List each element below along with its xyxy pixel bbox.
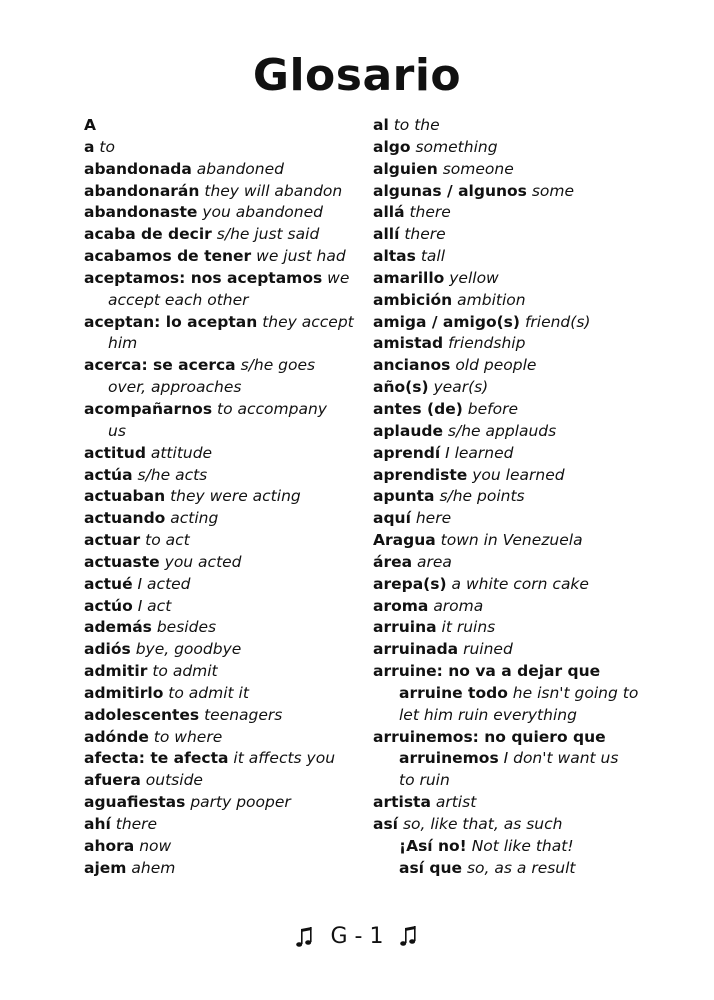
glossary-definition: yellow: [449, 268, 499, 287]
glossary-entry: [84, 377, 364, 399]
glossary-term: a: [84, 137, 95, 156]
glossary-entry: [373, 355, 673, 377]
glossary-entry: [373, 224, 673, 246]
glossary-entry: [373, 792, 673, 814]
glossary-entry: [84, 727, 364, 749]
glossary-term: allá: [373, 203, 405, 222]
glossary-definition: town in Venezuela: [440, 531, 583, 550]
glossary-column-left: [84, 115, 364, 880]
glossary-entry: [84, 355, 364, 377]
glossary-definition: we: [327, 268, 350, 287]
glossary-term: aplaude: [373, 421, 443, 440]
glossary-entry: [84, 268, 364, 290]
page-number: G - 1: [330, 924, 384, 949]
glossary-term: acompañarnos: [84, 399, 213, 418]
glossary-entry: [373, 596, 673, 618]
glossary-term: admitir: [84, 662, 148, 681]
glossary-entry: [84, 574, 364, 596]
glossary-term: actúa: [84, 465, 133, 484]
glossary-term: adónde: [84, 727, 149, 746]
glossary-term: artista: [373, 793, 431, 812]
glossary-definition: I don't want us: [503, 749, 619, 768]
glossary-entry: [84, 443, 364, 465]
glossary-definition: they will abandon: [204, 181, 343, 200]
glossary-term: área: [373, 552, 413, 571]
glossary-term: así: [373, 815, 398, 833]
glossary-entry: [373, 617, 673, 639]
glossary-definition: to the: [393, 116, 440, 134]
glossary-definition: you learned: [472, 465, 565, 484]
glossary-entry: [373, 858, 673, 880]
glossary-entry: [373, 465, 673, 487]
glossary-term: amistad: [373, 334, 444, 353]
glossary-definition: accept each other: [108, 290, 249, 309]
glossary-term: ¡Así no!: [399, 836, 467, 855]
glossary-entry: [84, 508, 364, 530]
glossary-definition: besides: [156, 618, 217, 637]
glossary-column-right: [373, 115, 673, 880]
glossary-definition: they accept: [262, 312, 354, 331]
glossary-entry: [373, 727, 673, 749]
glossary-definition: here: [415, 509, 452, 528]
glossary-term: actuar: [84, 531, 141, 550]
glossary-entry: [84, 202, 364, 224]
glossary-definition: s/he just said: [216, 225, 320, 244]
page-footer: [0, 922, 714, 952]
glossary-term: amiga / amigo(s): [373, 312, 520, 331]
glossary-entry: [84, 137, 364, 159]
glossary-entry: [84, 748, 364, 770]
glossary-term: año(s): [373, 378, 429, 397]
glossary-entry: [373, 159, 673, 181]
glossary-entry: [373, 836, 673, 858]
glossary-definition: let him ruin everything: [399, 705, 577, 724]
glossary-definition: artist: [435, 793, 477, 812]
glossary-term: actuaste: [84, 552, 160, 571]
glossary-definition: ambition: [457, 290, 526, 309]
glossary-entry: [84, 486, 364, 508]
glossary-definition: there: [409, 203, 451, 222]
glossary-definition: to act: [145, 531, 190, 550]
glossary-definition: something: [415, 137, 498, 156]
glossary-entry: [373, 115, 673, 137]
glossary-definition: to admit: [152, 662, 218, 681]
glossary-term: afuera: [84, 771, 141, 790]
glossary-term: allí: [373, 225, 400, 244]
glossary-entry: [373, 333, 673, 355]
glossary-entry: [84, 705, 364, 727]
glossary-term: afecta: te afecta: [84, 749, 229, 768]
glossary-term: actuaban: [84, 487, 166, 506]
glossary-definition: I learned: [445, 443, 514, 462]
glossary-definition: I act: [137, 596, 172, 615]
glossary-definition: it ruins: [441, 618, 496, 637]
glossary-entry: [84, 530, 364, 552]
glossary-term: arruinemos: [399, 749, 499, 768]
glossary-entry: [373, 770, 673, 792]
glossary-term: actúo: [84, 596, 133, 615]
glossary-definition: he isn't going to: [512, 683, 639, 702]
glossary-term: aceptan: lo aceptan: [84, 312, 258, 331]
glossary-definition: some: [531, 181, 575, 200]
glossary-term: arruinada: [373, 640, 459, 659]
glossary-definition: friend(s): [524, 312, 591, 331]
glossary-definition: over, approaches: [108, 378, 242, 397]
glossary-entry: [84, 465, 364, 487]
glossary-term: ancianos: [373, 356, 451, 375]
glossary-term: aprendiste: [373, 465, 468, 484]
music-note-icon: [296, 925, 314, 949]
glossary-definition: you acted: [164, 552, 242, 571]
glossary-definition: tall: [420, 247, 446, 266]
glossary-definition: outside: [145, 771, 203, 790]
glossary-term: apunta: [373, 487, 435, 506]
glossary-definition: old people: [455, 356, 537, 375]
glossary-entry: [373, 814, 673, 836]
glossary-definition: before: [467, 399, 518, 418]
glossary-term: arruine todo: [399, 683, 508, 702]
glossary-definition: they were acting: [170, 487, 301, 506]
glossary-term: abandonaste: [84, 203, 198, 222]
glossary-entry: [84, 421, 364, 443]
glossary-definition: bye, goodbye: [135, 640, 242, 659]
glossary-definition: to admit it: [168, 683, 249, 702]
glossary-definition: s/he applauds: [447, 421, 557, 440]
glossary-entry: [373, 530, 673, 552]
glossary-entry: [373, 137, 673, 159]
glossary-definition: to accompany: [217, 399, 327, 418]
glossary-definition: ahem: [131, 858, 176, 877]
glossary-entry: [373, 508, 673, 530]
glossary-entry: [84, 312, 364, 334]
glossary-definition: there: [115, 815, 158, 833]
glossary-entry: [84, 596, 364, 618]
glossary-entry: [373, 486, 673, 508]
glossary-term: acaba de decir: [84, 225, 212, 244]
glossary-term: aquí: [373, 509, 411, 528]
glossary-term: admitirlo: [84, 683, 164, 702]
glossary-entry: [84, 290, 364, 312]
glossary-term: ajem: [84, 858, 127, 877]
glossary-term: al: [373, 116, 389, 134]
glossary-definition: aroma: [433, 596, 484, 615]
glossary-entry: [373, 181, 673, 203]
glossary-definition: attitude: [150, 443, 213, 462]
glossary-term: arruinemos: no quiero que: [373, 727, 606, 746]
glossary-entry: [373, 574, 673, 596]
glossary-definition: friendship: [448, 334, 526, 353]
glossary-definition: us: [108, 421, 126, 440]
glossary-definition: area: [417, 552, 452, 571]
glossary-definition: now: [139, 836, 172, 855]
glossary-entry: [84, 552, 364, 574]
glossary-term: algunas / algunos: [373, 181, 527, 200]
glossary-entry: [373, 639, 673, 661]
glossary-term: aroma: [373, 596, 429, 615]
glossary-term: además: [84, 618, 152, 637]
glossary-definition: teenagers: [204, 705, 283, 724]
glossary-entry: [84, 661, 364, 683]
glossary-entry: [84, 639, 364, 661]
glossary-definition: s/he goes: [240, 356, 316, 375]
glossary-definition: to where: [153, 727, 223, 746]
glossary-entry: [84, 814, 364, 836]
glossary-term: amarillo: [373, 268, 445, 287]
glossary-entry: [373, 748, 673, 770]
glossary-term: alguien: [373, 159, 438, 178]
glossary-entry: [373, 312, 673, 334]
glossary-entry: [84, 181, 364, 203]
glossary-entry: [84, 858, 364, 880]
glossary-definition: so, like that, as such: [402, 815, 563, 833]
glossary-definition: s/he acts: [137, 465, 208, 484]
glossary-term: ahí: [84, 815, 111, 833]
glossary-definition: a white corn cake: [451, 574, 589, 593]
glossary-term: aprendí: [373, 443, 441, 462]
glossary-definition: to ruin: [399, 771, 450, 790]
glossary-entry: [84, 770, 364, 792]
glossary-term: adolescentes: [84, 705, 200, 724]
glossary-definition: there: [404, 225, 446, 244]
glossary-term: ambición: [373, 290, 453, 309]
glossary-term: altas: [373, 247, 416, 266]
glossary-entry: [84, 224, 364, 246]
music-note-icon: [400, 925, 418, 949]
glossary-term: arepa(s): [373, 574, 447, 593]
glossary-term: A: [84, 116, 96, 134]
glossary-entry: [373, 683, 673, 705]
glossary-definition: s/he points: [439, 487, 525, 506]
glossary-entry: [84, 246, 364, 268]
glossary-term: arruina: [373, 618, 437, 637]
glossary-term: Aragua: [373, 531, 436, 550]
glossary-entry: [373, 661, 673, 683]
glossary-definition: so, as a result: [466, 858, 576, 877]
glossary-entry: [84, 399, 364, 421]
glossary-term: abandonarán: [84, 181, 200, 200]
glossary-entry: [84, 792, 364, 814]
glossary-term: aceptamos: nos aceptamos: [84, 268, 323, 287]
glossary-entry: [84, 683, 364, 705]
glossary-definition: ruined: [463, 640, 513, 659]
glossary-definition: we just had: [256, 247, 346, 266]
glossary-term: adiós: [84, 640, 131, 659]
glossary-definition: him: [108, 334, 138, 353]
glossary-term: actitud: [84, 443, 146, 462]
glossary-term: abandonada: [84, 159, 192, 178]
glossary-entry: [373, 290, 673, 312]
glossary-entry: [373, 246, 673, 268]
glossary-term: ahora: [84, 836, 135, 855]
glossary-term: actuando: [84, 509, 166, 528]
glossary-definition: party pooper: [190, 793, 291, 812]
glossary-term: acerca: se acerca: [84, 356, 236, 375]
glossary-entry: [84, 115, 364, 137]
glossary-term: aguafiestas: [84, 793, 186, 812]
glossary-term: algo: [373, 137, 411, 156]
glossary-entry: [373, 421, 673, 443]
page-title: Glosario: [252, 50, 462, 101]
glossary-definition: acting: [170, 509, 219, 528]
glossary-entry: [373, 705, 673, 727]
glossary-term: arruine: no va a dejar que: [373, 662, 601, 681]
glossary-definition: I acted: [137, 574, 191, 593]
glossary-entry: [84, 617, 364, 639]
glossary-term: acabamos de tener: [84, 247, 252, 266]
glossary-entry: [373, 202, 673, 224]
glossary-entry: [84, 836, 364, 858]
glossary-term: así que: [399, 858, 463, 877]
glossary-entry: [373, 399, 673, 421]
glossary-entry: [373, 377, 673, 399]
glossary-entry: [373, 268, 673, 290]
glossary-definition: it affects you: [233, 749, 336, 768]
glossary-entry: [373, 443, 673, 465]
glossary-definition: to: [99, 137, 115, 156]
glossary-definition: you abandoned: [202, 203, 323, 222]
glossary-definition: year(s): [433, 378, 489, 397]
glossary-entry: [373, 552, 673, 574]
glossary-entry: [84, 159, 364, 181]
glossary-definition: someone: [442, 159, 514, 178]
glossary-definition: Not like that!: [471, 836, 574, 855]
glossary-term: antes (de): [373, 399, 463, 418]
glossary-entry: [84, 333, 364, 355]
glossary-term: actué: [84, 574, 133, 593]
glossary-definition: abandoned: [196, 159, 284, 178]
